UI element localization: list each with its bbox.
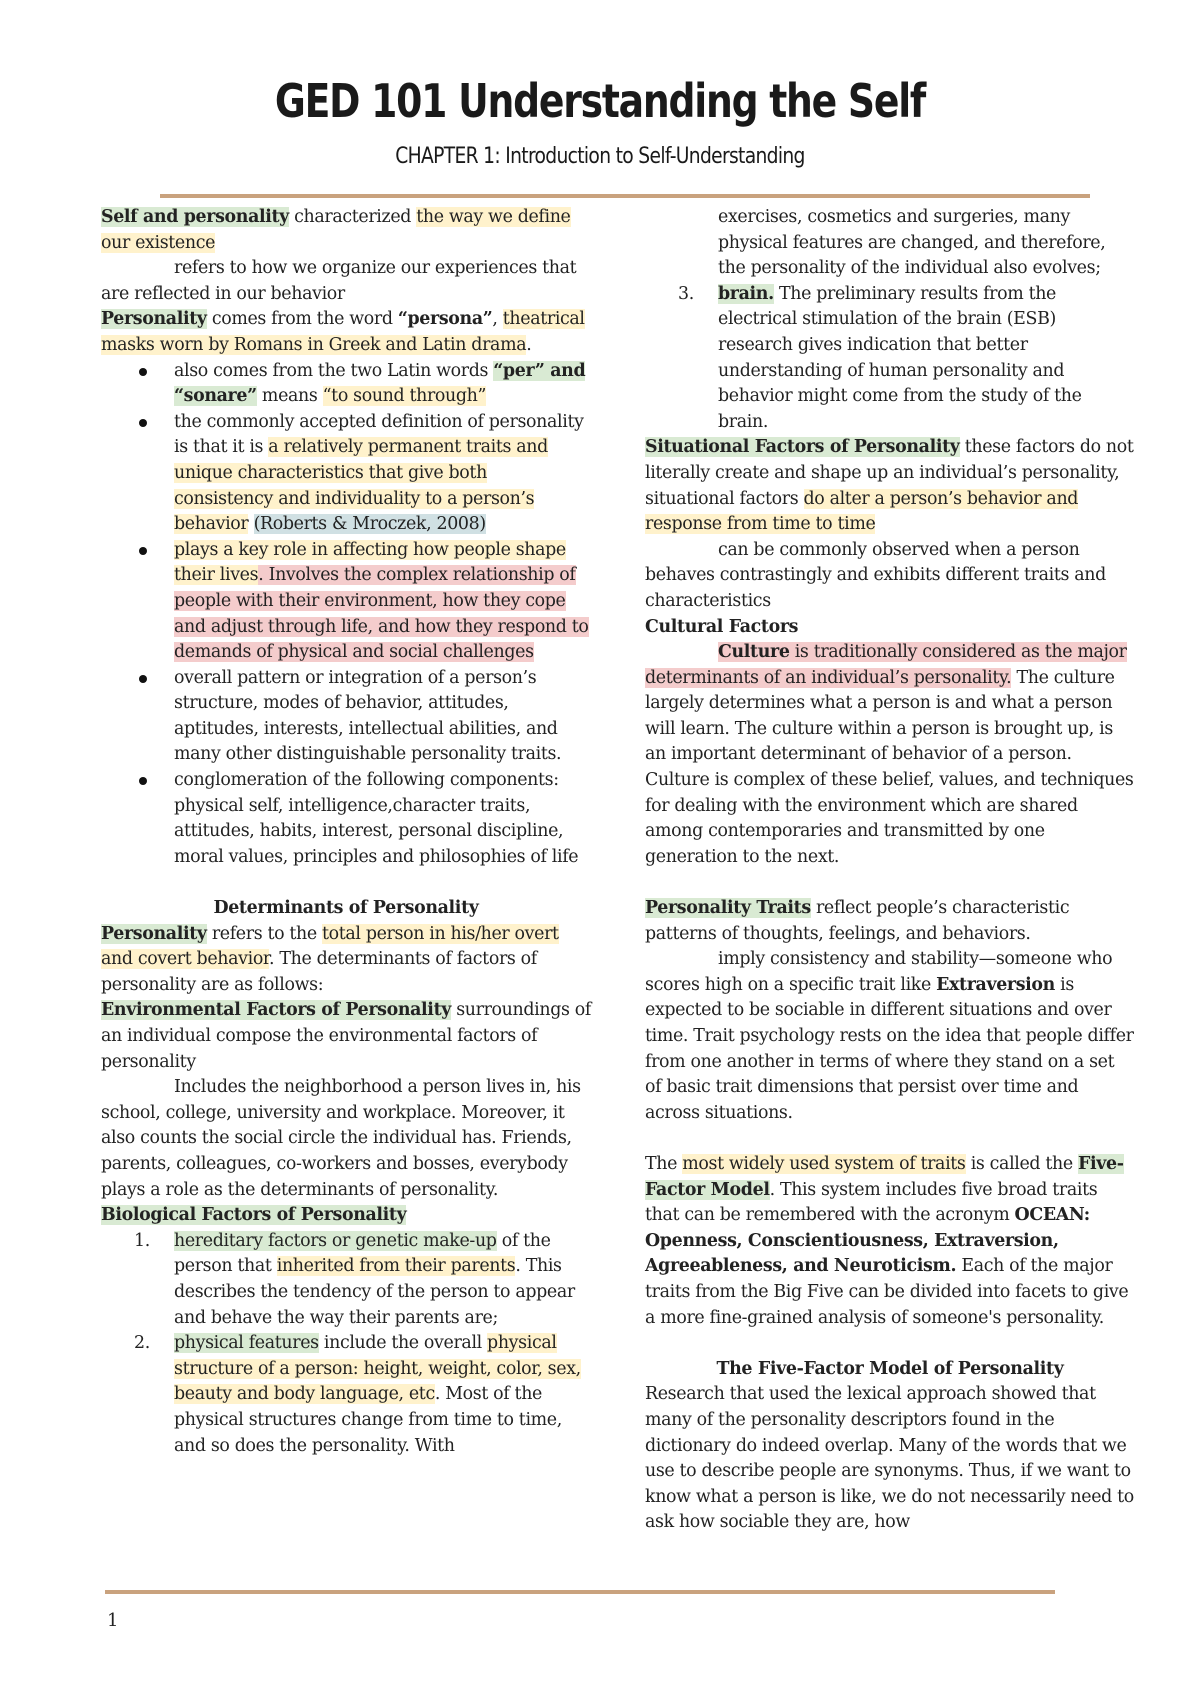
highlight: the way we define our existence: [101, 207, 571, 253]
list-item-continuation: exercises, cosmetics and surgeries, many physical features are changed, and therefore, the personality of the individual also evolves;: [718, 207, 1106, 279]
highlight: physical structure of a person: height, weight, color, sex, beauty and body language, etc: [174, 1333, 581, 1405]
highlight: physical features: [174, 1333, 319, 1354]
text: . Most of the physical structures change from time to time, and so does the personality. With: [174, 1384, 562, 1456]
text: these factors do not literally create and shape up an individual’s personality, situational factors: [645, 437, 1134, 509]
text: also comes from the two Latin words: [174, 360, 494, 381]
spacer: [101, 870, 591, 896]
text: . This describes the tendency of the person to appear and behave the way their parents are;: [174, 1256, 575, 1328]
header-divider: [160, 194, 1090, 198]
right-column: [645, 205, 1135, 1536]
text: The preliminary results from the electrical stimulation of the brain (ESB) research gives indication that better understanding of human personality and behavior might come from the study of the brain.: [718, 283, 1082, 432]
list-item: [174, 538, 591, 666]
heading-text: Determinants of Personality: [213, 898, 479, 919]
list-item: conglomeration of the following components: physical self, intelligence,character traits, attitudes, habits, interest, personal discipline, moral values, principles and philosophies of life: [174, 768, 591, 870]
term-personality: Personality: [101, 923, 207, 944]
list-item: [174, 1331, 591, 1459]
highlight: inherited from their parents: [276, 1256, 516, 1277]
term-self-and-personality: Self and personality: [101, 207, 289, 227]
left-column: [101, 205, 591, 1459]
heading-five-factor-model: [645, 1357, 1135, 1383]
highlight-red: Involves the complex relationship of people with their environment, how they cope and adjust through life, and how they respond to demands of physical and social challenges: [174, 565, 589, 663]
text: is expected to be sociable in different situations and over time. Trait psychology rests on the idea that people differ from one another in terms of where they stand on a set of basic trait dimensions that persist over time and across situations.: [645, 974, 1134, 1123]
list-item: [718, 282, 1135, 436]
footer-divider: [105, 1590, 1055, 1594]
list-item: [174, 1229, 591, 1331]
text: comes from the word: [206, 309, 398, 330]
highlight: most widely used system of traits: [682, 1153, 966, 1174]
highlight: plays a key role in affecting how people shape their lives: [174, 539, 566, 586]
highlight: “to sound through”: [322, 386, 487, 407]
spacer: [645, 1126, 1135, 1152]
text: imply consistency and stability—someone who scores high on a specific trait like: [645, 949, 1113, 995]
list-item: [174, 410, 591, 538]
term-extraversion: Extraversion: [936, 974, 1055, 995]
heading-determinants: [101, 896, 591, 922]
personality-bullet-list: [101, 359, 591, 871]
text: is called the: [965, 1153, 1079, 1174]
paragraph-environmental: [101, 998, 591, 1075]
text: characterized: [288, 207, 417, 227]
paragraph-lexical: Research that used the lexical approach showed that many of the personality descriptors found in the dictionary do indeed overlap. Many of the words that we use to describe people are synonyms. Thus, if we want to know what a person is like, we do not necessarily need to ask how sociable they are, how: [645, 1384, 1134, 1533]
text: .: [258, 565, 269, 586]
paragraph-culture: [645, 640, 1135, 870]
term-situational-factors: Situational Factors of Personality: [645, 437, 960, 458]
paragraph-consistency: [645, 947, 1135, 1126]
term-brain: brain.: [718, 283, 774, 304]
paragraph-situational: [645, 435, 1135, 537]
highlight-red: is traditionally considered as the major determinants of an individual’s personality.: [645, 642, 1127, 688]
paragraph-personality-origin: [101, 307, 591, 358]
chapter-subtitle: CHAPTER 1: Introduction to Self-Understanding: [395, 144, 805, 169]
page-number: 1: [107, 1610, 119, 1631]
paragraph-neighborhood: Includes the neighborhood a person lives in, his school, college, university and workplace. Moreover, it also counts the social circle the individual has. Friends, parents, colleagues, co-workers and bosses, everybody plays a role as the determinants of personality.: [101, 1077, 581, 1200]
paragraph-five-factor: [645, 1152, 1135, 1331]
term-per-sonare: “per” and “sonare”: [174, 360, 586, 407]
spacer: [645, 870, 1135, 896]
text: the commonly accepted definition of personality is that it is: [174, 411, 584, 458]
text: means: [256, 386, 323, 407]
term-five-factor-model: Five-Factor Model: [645, 1153, 1124, 1200]
highlight: a relatively permanent traits and unique characteristics that give both consistency and individuality to a person’s behavior: [174, 437, 548, 535]
term-persona: “persona”: [397, 309, 493, 330]
term-personality-traits: Personality Traits: [645, 898, 811, 919]
text: surroundings of an individual compose the environmental factors of personality: [101, 1000, 591, 1072]
term-personality: Personality: [101, 309, 207, 330]
paragraph-organize-experiences: refers to how we organize our experiences that are reflected in our behavior: [101, 258, 577, 304]
text: of the person that: [174, 1230, 551, 1277]
heading-cultural-factors: [645, 615, 1135, 641]
biological-numbered-list-cont: [645, 282, 1135, 436]
list-item: [174, 359, 591, 410]
text: .: [526, 334, 532, 355]
highlight: hereditary factors or genetic make-up: [174, 1230, 497, 1251]
highlight: do alter a person’s behavior and response from time to time: [645, 488, 1079, 535]
list-item: overall pattern or integration of a person’s structure, modes of behavior, attitudes, aptitudes, interests, intellectual abilities, and many other distinguishable personality traits.: [174, 666, 591, 768]
text: ,: [492, 309, 498, 330]
citation: (Roberts & Mroczek, 2008): [253, 514, 486, 535]
document-title: GED 101 Understanding the Self: [274, 74, 926, 128]
highlight: total person in his/her overt and covert behavior: [101, 923, 559, 970]
term-culture: Culture: [718, 642, 790, 663]
text: refers to the: [206, 923, 323, 944]
term-biological-factors: Biological Factors of Personality: [101, 1205, 407, 1226]
highlight: theatrical masks worn by Romans in Greek and Latin drama: [101, 309, 585, 355]
paragraph-situational-observed: can be commonly observed when a person behaves contrastingly and exhibits different traits and characteristics: [645, 539, 1106, 611]
text: [248, 514, 253, 534]
spacer: [645, 1331, 1135, 1357]
text: . This system includes five broad traits that can be remembered with the acronym: [645, 1179, 1098, 1226]
heading-text: Cultural Factors: [645, 616, 799, 637]
text: . The determinants of factors of personality are as follows:: [101, 949, 537, 995]
term-environmental-factors: Environmental Factors of Personality: [101, 1000, 452, 1021]
term-ocean: OCEAN: Openness, Conscientiousness, Extraversion, Agreeableness, and Neuroticism.: [645, 1205, 1090, 1277]
paragraph-traits: [645, 896, 1135, 947]
paragraph-personality-refers: [101, 922, 591, 999]
paragraph-biological: [101, 1203, 591, 1229]
text: The culture largely determines what a person is and what a person will learn. The culture within a person is brought up, is an important determinant of behavior of a person. Culture is complex of these belief, values, and techniques for dealing with the environment which are shared among contemporaries and transmitted by one generation to the next.: [645, 667, 1134, 867]
text: reflect people’s characteristic patterns of thoughts, feelings, and behaviors.: [645, 898, 1070, 944]
heading-text: The Five-Factor Model of Personality: [716, 1358, 1064, 1379]
text: Each of the major traits from the Big Five can be divided into facets to give a more fine-grained analysis of someone's personality.: [645, 1256, 1129, 1328]
paragraph-self-personality: [101, 205, 591, 256]
biological-numbered-list: [101, 1229, 591, 1459]
text: include the overall: [318, 1333, 488, 1354]
text: The: [645, 1153, 683, 1174]
